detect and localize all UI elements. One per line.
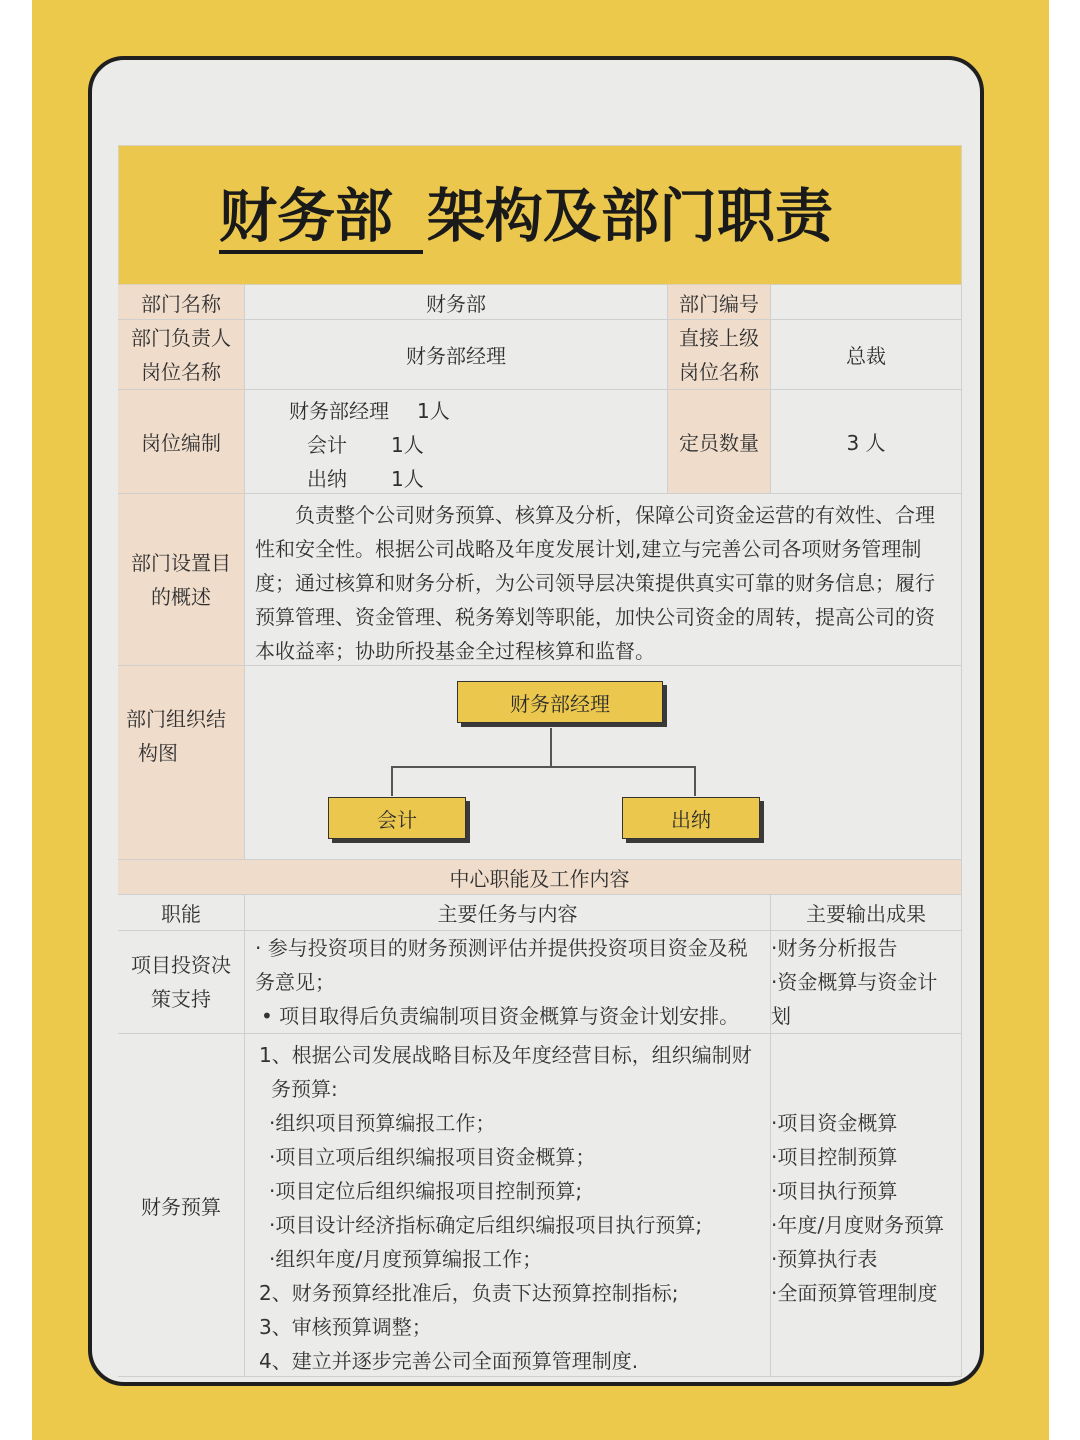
dept-no-value — [771, 285, 962, 320]
org-chart-label — [118, 666, 245, 860]
task-item: 3、审核预算调整； — [259, 1315, 432, 1339]
task-item: ·项目设计经济指标确定后组织编报项目执行预算; — [269, 1213, 703, 1237]
purpose-label-line1: 部门设置目 — [131, 550, 231, 575]
output-item: ·全面预算管理制度 — [771, 1281, 938, 1305]
staff-name: 财务部经理 — [289, 399, 389, 423]
staff-count: 1人 — [417, 399, 450, 423]
task-item: ·组织项目预算编报工作； — [269, 1111, 496, 1135]
title-subject: 架构及部门职责 — [427, 182, 834, 250]
org-node-manager: 财务部经理 — [457, 681, 663, 723]
title-bar — [118, 145, 962, 285]
staffing-label: 岗位编制 — [118, 390, 245, 494]
org-connector — [550, 728, 552, 768]
staff-name: 会计 — [307, 433, 347, 457]
headcount-label: 定员数量 — [668, 390, 771, 494]
org-node-cashier: 出纳 — [622, 797, 760, 839]
task-list — [255, 931, 748, 1033]
task-item: • 项目取得后负责编制项目资金概算与资金计划安排。 — [261, 1004, 740, 1028]
headcount-value: 3 人 — [771, 390, 962, 494]
section-title: 中心职能及工作内容 — [118, 860, 962, 895]
dept-name-label: 部门名称 — [118, 285, 245, 320]
task-item: ·项目立项后组织编报项目资金概算； — [269, 1145, 596, 1169]
task-item: 4、建立并逐步完善公司全面预算管理制度. — [259, 1349, 639, 1373]
dept-no-label: 部门编号 — [668, 285, 771, 320]
org-node-accountant: 会计 — [328, 797, 466, 839]
output-list — [771, 1106, 944, 1310]
superior-position-value: 总裁 — [771, 320, 962, 390]
duty-tasks — [245, 1034, 771, 1377]
org-label-line1: 部门组织结 — [126, 707, 226, 731]
superior-position-label — [668, 320, 771, 390]
function-line1: 项目投资决 — [131, 953, 231, 977]
output-item: ·预算执行表 — [771, 1247, 878, 1271]
purpose-paragraph — [255, 498, 951, 668]
output-item: ·项目资金概算 — [771, 1111, 898, 1135]
org-connector — [391, 766, 393, 796]
output-list — [771, 931, 937, 1033]
purpose-line: 负责整个公司财务预算、核算及分析，保障公司资金运营的有效性、合理 — [295, 503, 935, 527]
output-item: 划 — [771, 1004, 791, 1028]
head-position-label — [118, 320, 245, 390]
task-item: 务意见； — [255, 970, 335, 994]
org-connector — [694, 766, 696, 796]
purpose-label — [118, 494, 245, 666]
output-item: ·年度/月度财务预算 — [771, 1213, 945, 1237]
head-label-line2: 岗位名称 — [141, 359, 221, 384]
staff-name: 出纳 — [307, 467, 347, 491]
table-header-outputs: 主要输出成果 — [771, 895, 962, 931]
org-chart-area — [245, 666, 962, 860]
staffing-item — [285, 394, 450, 428]
output-item: ·资金概算与资金计 — [771, 970, 938, 994]
staffing-item — [285, 462, 450, 496]
task-item: · 参与投资项目的财务预测评估并提供投资项目资金及税 — [255, 936, 748, 960]
output-item: ·财务分析报告 — [771, 936, 898, 960]
duty-outputs — [771, 1034, 962, 1377]
table-header-tasks: 主要任务与内容 — [245, 895, 771, 931]
purpose-line: 度；通过核算和财务分析，为公司领导层决策提供真实可靠的财务信息；履行 — [255, 571, 935, 595]
function-line2: 策支持 — [151, 987, 211, 1011]
output-item: ·项目控制预算 — [771, 1145, 898, 1169]
head-label-line1: 部门负责人 — [131, 325, 231, 350]
superior-label-line2: 岗位名称 — [679, 359, 759, 384]
staffing-item — [285, 428, 450, 462]
staff-count: 1人 — [391, 433, 424, 457]
org-label-line2: 构图 — [138, 741, 178, 765]
task-item: 2、财务预算经批准后，负责下达预算控制指标; — [259, 1281, 679, 1305]
task-item: 1、根据公司发展战略目标及年度经营目标，组织编制财 — [259, 1043, 752, 1067]
task-item: ·项目定位后组织编报项目控制预算; — [269, 1179, 583, 1203]
staff-count: 1人 — [391, 467, 424, 491]
purpose-line: 本收益率；协助所投基金全过程核算和监督。 — [255, 639, 655, 663]
duty-tasks — [245, 931, 771, 1034]
superior-label-line1: 直接上级 — [679, 325, 759, 350]
duty-function — [118, 931, 245, 1034]
task-item: 务预算: — [271, 1077, 338, 1101]
task-list — [259, 1038, 752, 1377]
output-item: ·项目执行预算 — [771, 1179, 898, 1203]
staffing-value — [245, 390, 668, 494]
title-department: 财务部 — [219, 182, 423, 254]
purpose-line: 性和安全性。根据公司战略及年度发展计划,建立与完善公司各项财务管理制 — [255, 537, 922, 561]
head-position-value: 财务部经理 — [245, 320, 668, 390]
org-connector — [391, 766, 696, 768]
dept-name-value: 财务部 — [245, 285, 668, 320]
page-title — [219, 176, 833, 256]
task-item: ·组织年度/月度预算编报工作； — [269, 1247, 543, 1271]
purpose-line: 预算管理、资金管理、税务筹划等职能，加快公司资金的周转，提高公司的资 — [255, 605, 935, 629]
duty-outputs — [771, 931, 962, 1034]
duty-function: 财务预算 — [118, 1034, 245, 1377]
purpose-label-line2: 的概述 — [151, 584, 211, 609]
staffing-list — [285, 394, 450, 496]
department-sheet — [118, 145, 962, 1377]
table-header-function: 职能 — [118, 895, 245, 931]
purpose-text — [245, 494, 962, 666]
